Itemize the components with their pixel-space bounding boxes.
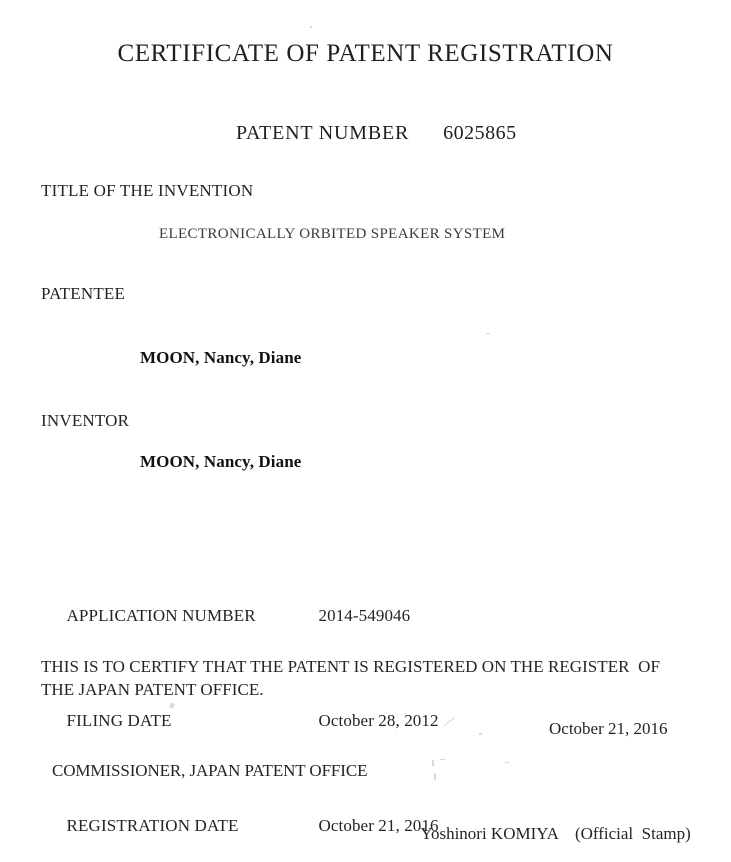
patentee-name: MOON, Nancy, Diane (140, 348, 302, 367)
patent-number-value: 6025865 (443, 122, 517, 144)
official-stamp-note: (Official Stamp) (574, 824, 691, 843)
filing-date-value: October 28, 2012 (318, 711, 439, 730)
application-number-value: 2014-549046 (318, 606, 411, 625)
inventor-name: MOON, Nancy, Diane (140, 452, 302, 471)
page-title: CERTIFICATE OF PATENT REGISTRATION (117, 40, 614, 67)
certification-line-2: THE JAPAN PATENT OFFICE. (41, 680, 264, 699)
application-number-label: APPLICATION NUMBER (66, 606, 256, 625)
inventor-label: INVENTOR (41, 411, 130, 430)
certification-line-1: THIS IS TO CERTIFY THAT THE PATENT IS REGISTERED ON THE REGISTER OF (41, 657, 660, 676)
scan-artifact (310, 26, 312, 28)
patentee-label: PATENTEE (41, 284, 126, 303)
scan-artifact (444, 717, 455, 726)
registration-date-label: REGISTRATION DATE (66, 816, 239, 835)
certification-statement (41, 655, 701, 701)
table-row (41, 794, 439, 857)
signature-date: October 21, 2016 (549, 719, 668, 738)
table-row (41, 584, 439, 647)
invention-title-value: ELECTRONICALLY ORBITED SPEAKER SYSTEM (159, 226, 506, 242)
application-data-table (41, 542, 439, 862)
commissioner-name: Yoshinori KOMIYA (420, 824, 559, 843)
patent-number-label: PATENT NUMBER (235, 122, 410, 144)
patent-number-row (0, 99, 731, 168)
scan-artifact (479, 733, 482, 735)
commissioner-signature (404, 804, 691, 862)
registration-date-value: October 21, 2016 (318, 816, 439, 835)
scan-artifact (505, 762, 509, 763)
commissioner-office: COMMISSIONER, JAPAN PATENT OFFICE (52, 761, 368, 780)
filing-date-label: FILING DATE (66, 711, 172, 730)
invention-title-label: TITLE OF THE INVENTION (41, 181, 254, 200)
scan-artifact (440, 759, 445, 760)
scan-artifact (486, 333, 490, 334)
